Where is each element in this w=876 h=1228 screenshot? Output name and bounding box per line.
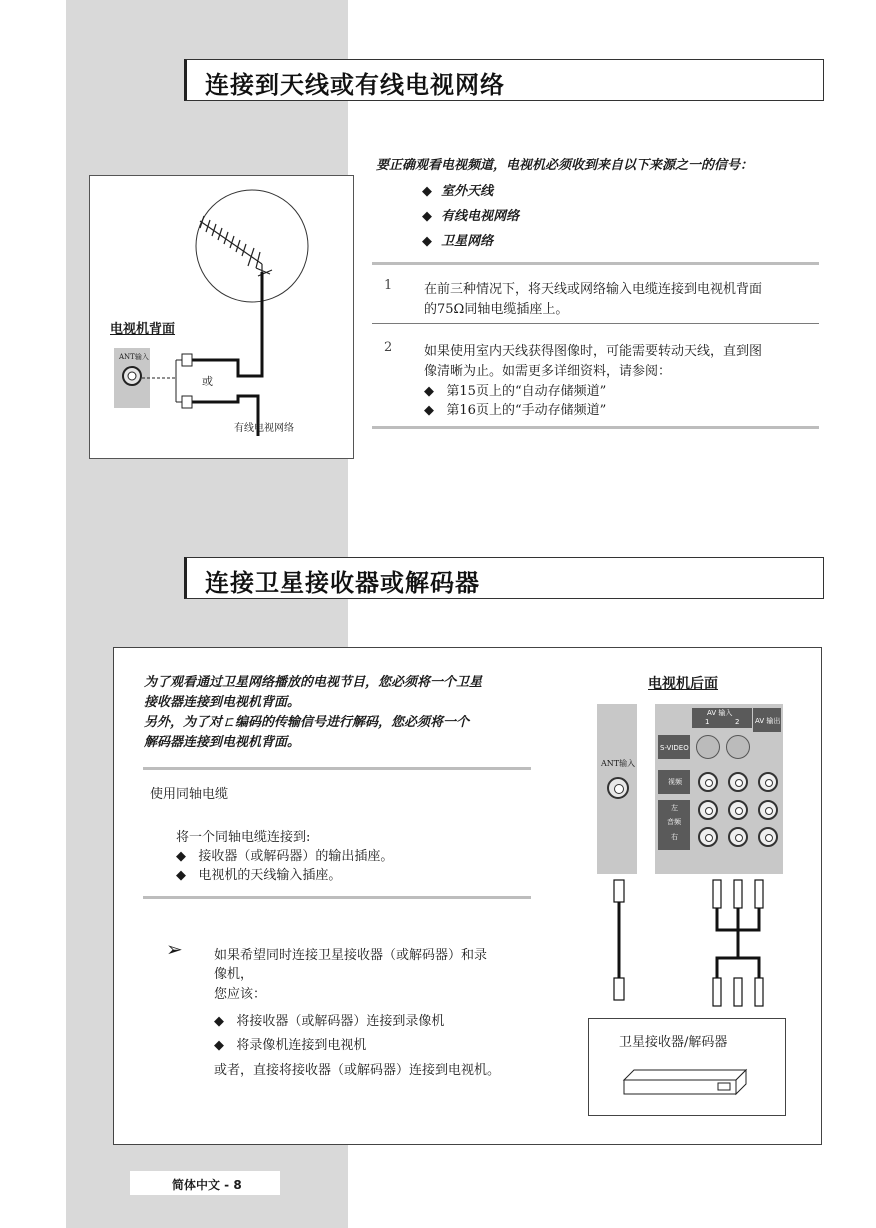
bullet-icon: ◆ bbox=[422, 234, 432, 249]
section1-intro: 要正确观看电视频道，电视机必须收到来自以下来源之一的信号： bbox=[376, 158, 754, 173]
divider bbox=[372, 323, 819, 324]
tv-rear-label: 电视机后面 bbox=[648, 676, 718, 692]
audio-left-label: 左 bbox=[671, 804, 678, 812]
coax-lead: 将一个同轴电缆连接到: bbox=[176, 830, 311, 845]
audio-label: 音频 bbox=[667, 818, 681, 826]
ant-jack-core bbox=[614, 784, 624, 794]
audio-jack bbox=[728, 827, 748, 847]
bullet-icon: ◆ bbox=[424, 403, 434, 418]
step2-line2: 像清晰为止。如需更多详细资料，请参阅： bbox=[424, 364, 672, 379]
ant-in-label: ANT输入 bbox=[119, 353, 149, 361]
step1-number: 1 bbox=[384, 278, 393, 293]
source-item: ◆ 卫星网络 bbox=[422, 234, 494, 249]
antenna-figure bbox=[89, 175, 354, 459]
coax-item: ◆ 电视机的天线输入插座。 bbox=[176, 868, 342, 883]
video-jack bbox=[698, 772, 718, 792]
divider bbox=[143, 896, 531, 899]
section2-intro-line2: 接收器连接到电视机背面。 bbox=[144, 695, 301, 710]
audio-jack bbox=[728, 800, 748, 820]
coax-heading: 使用同轴电缆 bbox=[150, 787, 229, 802]
or-label: 或 bbox=[202, 375, 213, 388]
audio-jack bbox=[758, 827, 778, 847]
audio-right-label: 右 bbox=[671, 833, 678, 841]
audio-jack bbox=[698, 827, 718, 847]
video-jack bbox=[728, 772, 748, 792]
video-jack bbox=[758, 772, 778, 792]
section2-intro-line3: 另外，为了对ㄈ编码的传输信号进行解码，您必须将一个 bbox=[144, 715, 470, 730]
section2-intro-line1: 为了观看通过卫星网络播放的电视节目，您必须将一个卫星 bbox=[144, 675, 483, 690]
divider bbox=[372, 262, 819, 265]
antenna-cable-diagram bbox=[90, 176, 353, 458]
bullet-icon: ◆ bbox=[422, 184, 432, 199]
av-in-label: AV 输入 bbox=[707, 709, 733, 717]
svideo-jack-1 bbox=[696, 735, 720, 759]
source-item: ◆ 室外天线 bbox=[422, 184, 494, 199]
svideo-jack-2 bbox=[726, 735, 750, 759]
ref-item: ◆ 第16页上的“手动存储频道” bbox=[424, 403, 607, 418]
section1-title: 连接到天线或有线电视网络 bbox=[205, 71, 505, 99]
divider bbox=[143, 767, 531, 770]
note-line1: 如果希望同时连接卫星接收器（或解码器）和录 bbox=[214, 948, 488, 963]
bullet-icon: ◆ bbox=[214, 1038, 224, 1053]
av-col1-label: 1 bbox=[705, 718, 710, 726]
step1-line2: 的75Ω同轴电缆插座上。 bbox=[424, 302, 569, 317]
step2-line1: 如果使用室内天线获得图像时，可能需要转动天线，直到图 bbox=[424, 344, 763, 359]
bullet-icon: ◆ bbox=[424, 384, 434, 399]
bullet-icon: ◆ bbox=[422, 209, 432, 224]
note-line3: 您应该： bbox=[214, 987, 267, 1002]
divider bbox=[372, 426, 819, 429]
note-item: ◆ 将录像机连接到电视机 bbox=[214, 1038, 367, 1053]
audio-jack bbox=[698, 800, 718, 820]
note-item: ◆ 将接收器（或解码器）连接到录像机 bbox=[214, 1014, 445, 1029]
source-item: ◆ 有线电视网络 bbox=[422, 209, 520, 224]
bullet-icon: ◆ bbox=[176, 849, 186, 864]
note-alt: 或者，直接将接收器（或解码器）连接到电视机。 bbox=[214, 1063, 501, 1078]
section2-title-box bbox=[184, 557, 824, 599]
note-line2: 像机， bbox=[214, 967, 254, 982]
step2-number: 2 bbox=[384, 340, 393, 355]
device-label: 卫星接收器/解码器 bbox=[619, 1035, 728, 1050]
audio-jack bbox=[758, 800, 778, 820]
page-label: 简体中文 - 8 bbox=[172, 1178, 242, 1192]
av-out-label: AV 输出 bbox=[755, 717, 781, 725]
ant-in-label: ANT输入 bbox=[601, 759, 636, 768]
svideo-label: S-VIDEO bbox=[660, 744, 689, 752]
av-col2-label: 2 bbox=[735, 718, 740, 726]
bullet-icon: ◆ bbox=[176, 868, 186, 883]
section2-intro-line4: 解码器连接到电视机背面。 bbox=[144, 735, 301, 750]
cable-network-label: 有线电视网络 bbox=[234, 423, 294, 434]
tv-back-label: 电视机背面 bbox=[110, 322, 176, 337]
section1-title-box bbox=[184, 59, 824, 101]
step1-line1: 在前三种情况下，将天线或网络输入电缆连接到电视机背面 bbox=[424, 282, 763, 297]
encoding-glyph: ㄈ bbox=[222, 715, 236, 730]
video-label: 视频 bbox=[668, 778, 682, 786]
coax-item: ◆ 接收器（或解码器）的输出插座。 bbox=[176, 849, 394, 864]
section2-title: 连接卫星接收器或解码器 bbox=[205, 569, 480, 597]
ref-item: ◆ 第15页上的“自动存储频道” bbox=[424, 384, 607, 399]
note-arrow-icon: ➢ bbox=[166, 937, 183, 961]
receiver-icon bbox=[620, 1068, 750, 1098]
bullet-icon: ◆ bbox=[214, 1014, 224, 1029]
